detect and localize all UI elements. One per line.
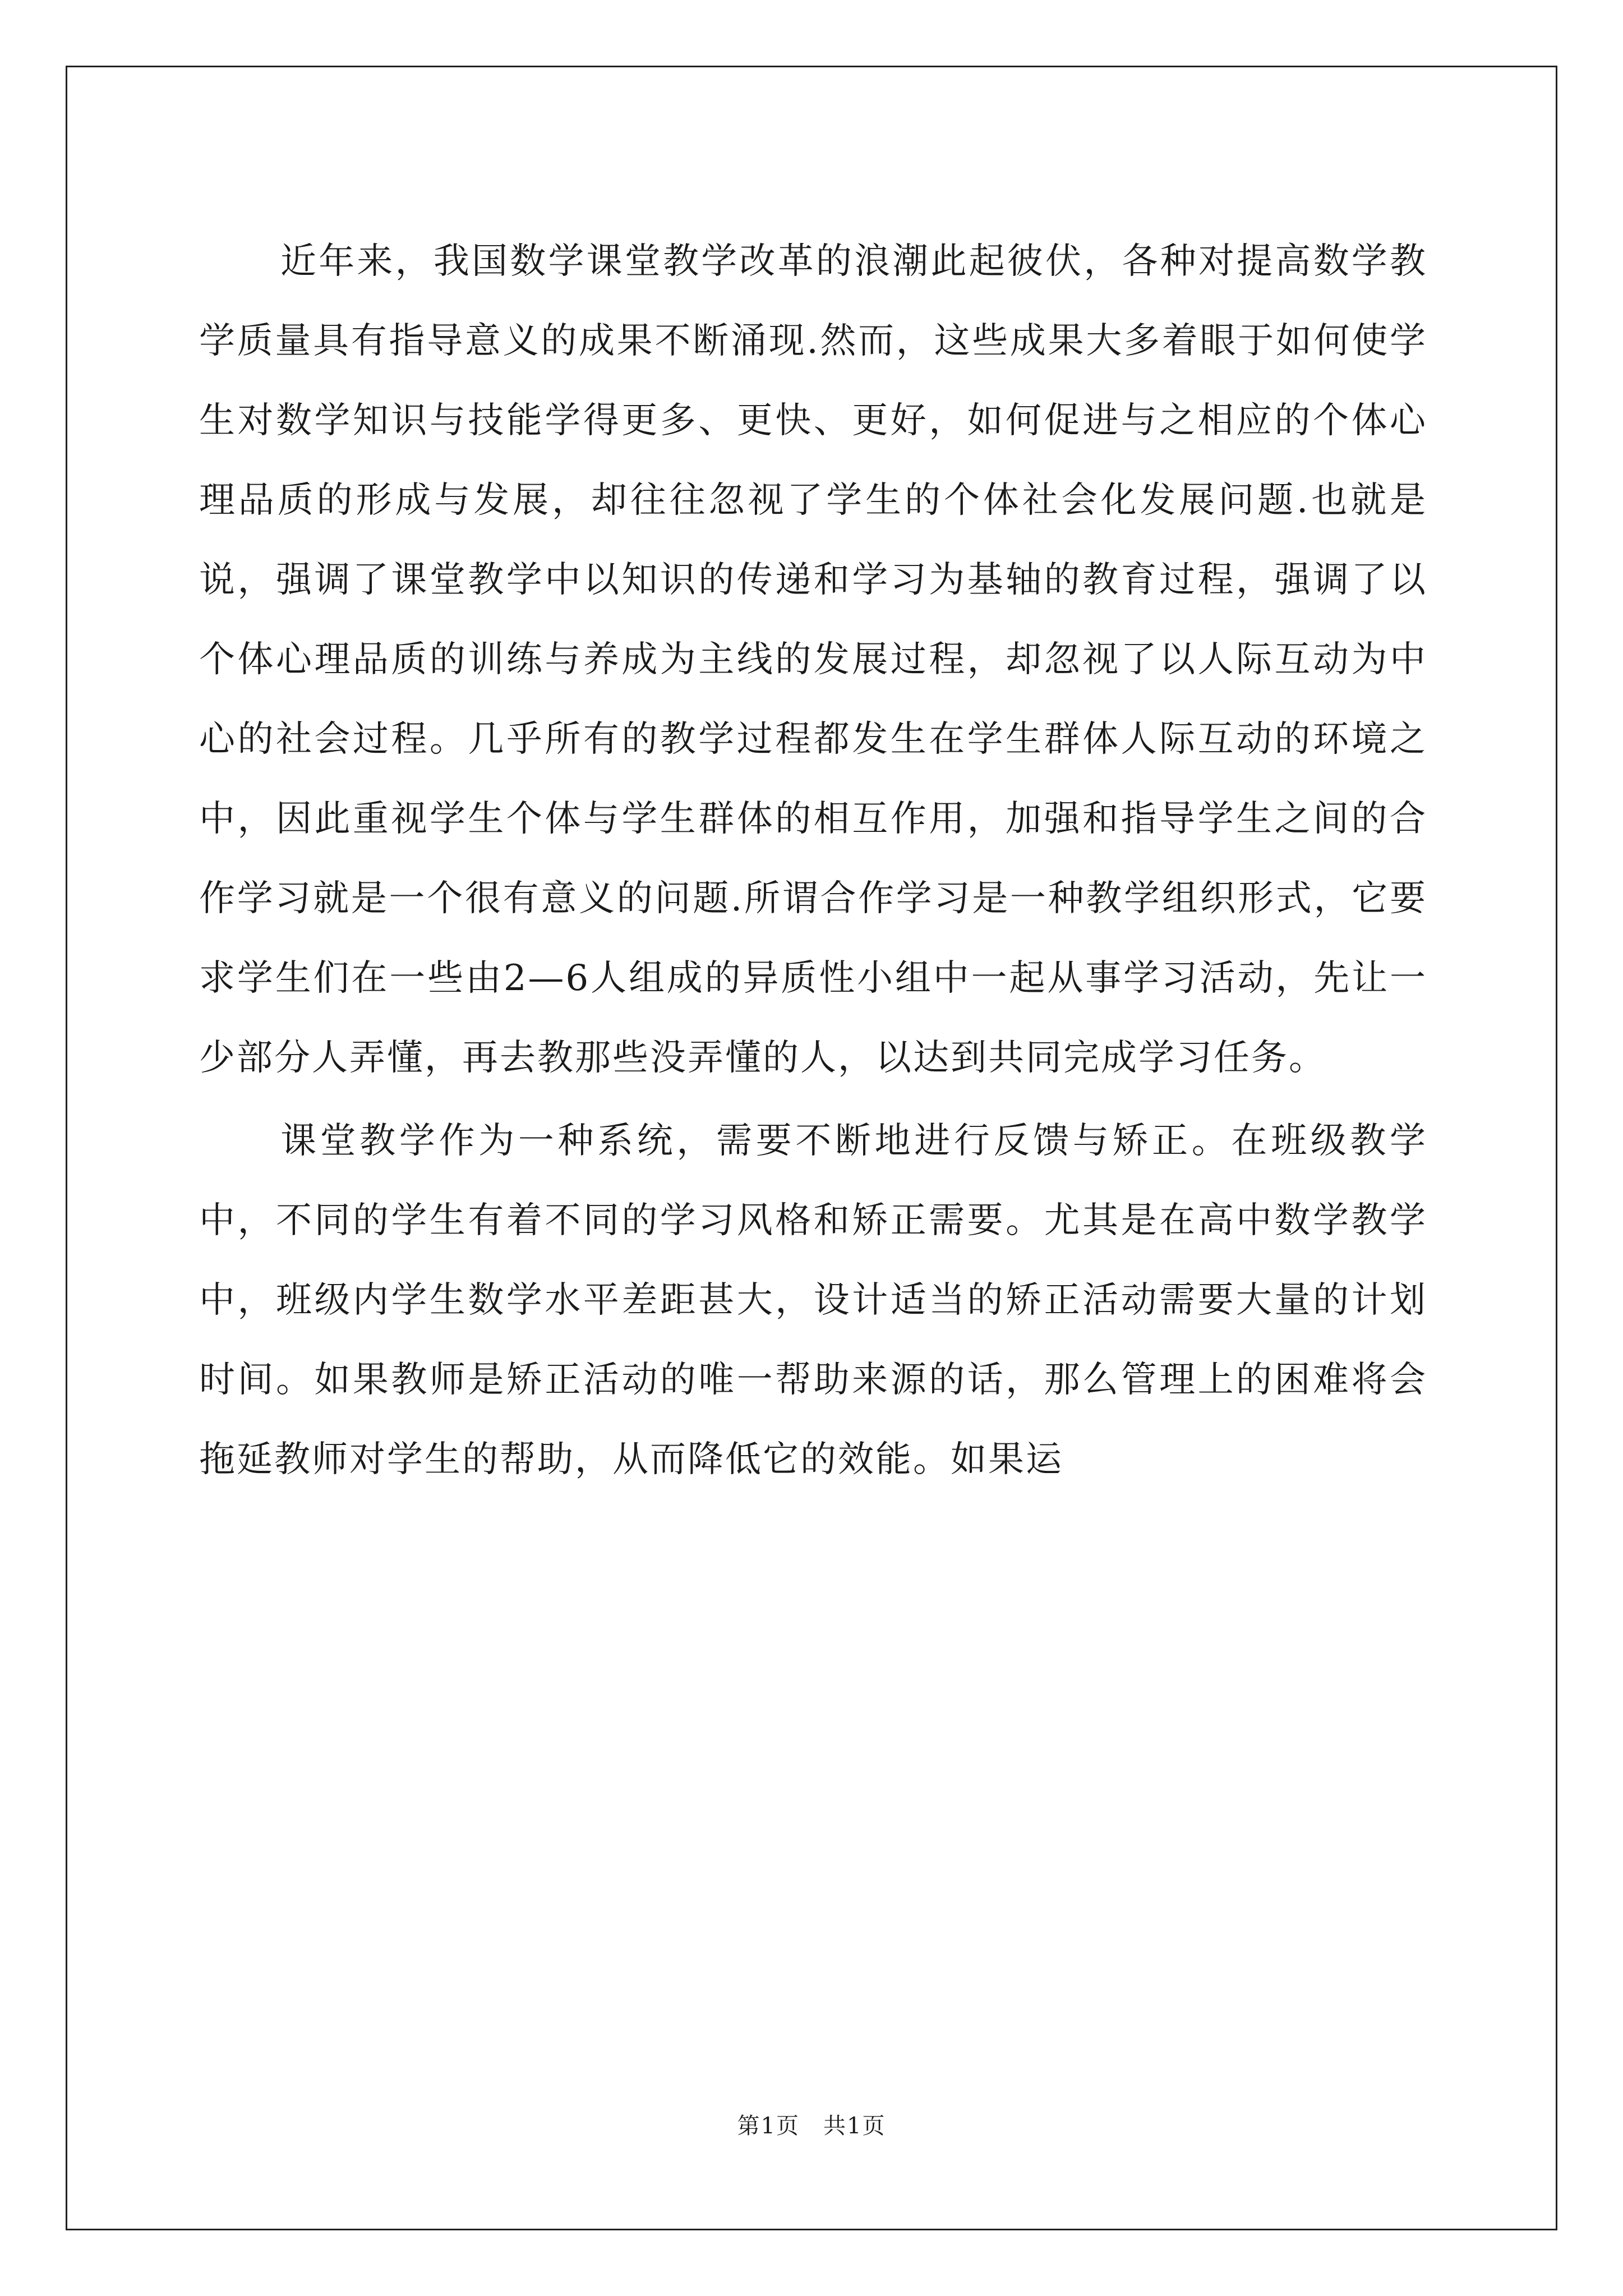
paragraph-1: 近年来，我国数学课堂教学改革的浪潮此起彼伏，各种对提高数学教学质量具有指导意义的成果不断涌现.然而，这些成果大多着眼于如何使学生对数学知识与技能学得更多、更快、更好，如何促进与之相应的个体心理品质的形成与发展，却往往忽视了学生的个体社会化发展问题.也就是说，强调了课堂教学中以知识的传递和学习为基轴的教育过程，强调了以个体心理品质的训练与养成为主线的发展过程，却忽视了以人际互动为中心的社会过程。几乎所有的教学过程都发生在学生群体人际互动的环境之中，因此重视学生个体与学生群体的相互作用，加强和指导学生之间的合作学习就是一个很有意义的问题.所谓合作学习是一种教学组织形式，它要求学生们在一些由2—6人组成的异质性小组中一起从事学习活动，先让一少部分人弄懂，再去教那些没弄懂的人，以达到共同完成学习任务。 [199, 241, 1427, 1079]
document-body [199, 222, 1427, 1503]
paragraph-2: 课堂教学作为一种系统，需要不断地进行反馈与矫正。在班级教学中，不同的学生有着不同的学习风格和矫正需要。尤其是在高中数学教学中，班级内学生数学水平差距甚大，设计适当的矫正活动需要大量的计划时间。如果教师是矫正活动的唯一帮助来源的话，那么管理上的困难将会拖延教师对学生的帮助，从而降低它的效能。如果运 [199, 1120, 1427, 1480]
page-footer: 第1页 共1页 [737, 2113, 886, 2139]
